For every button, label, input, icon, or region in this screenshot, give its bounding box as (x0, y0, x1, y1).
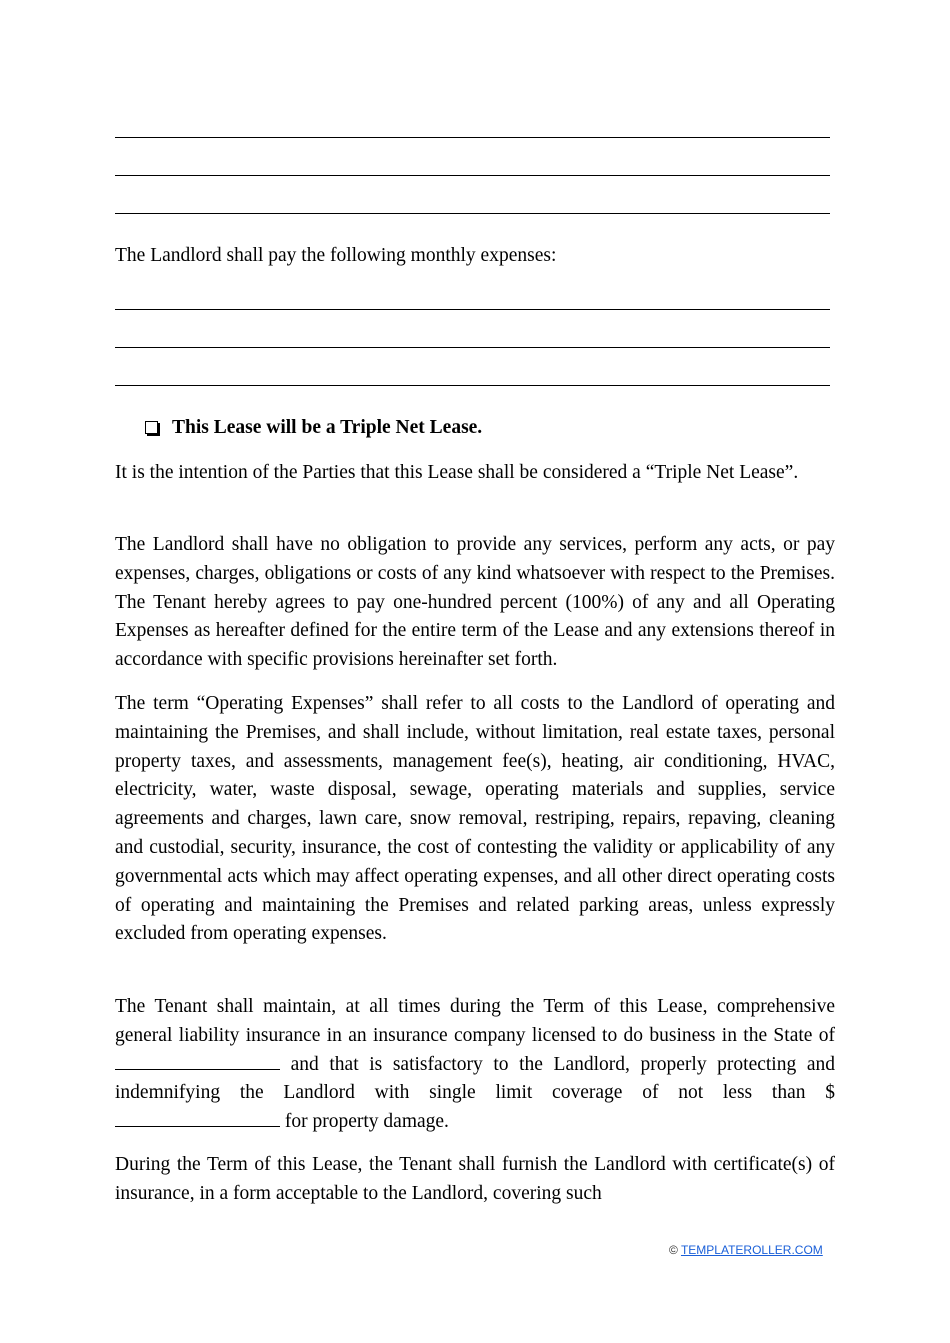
triple-net-intention-paragraph: It is the intention of the Parties that this Lease shall be considered a “Triple Net Lease”. (115, 462, 799, 483)
triple-net-option (145, 414, 482, 442)
insurance-paragraph (115, 993, 835, 1137)
operating-expenses-paragraph: The term “Operating Expenses” shall refer to all costs to the Landlord of operating and maintaining the Premises, and shall include, without limitation, real estate taxes, personal property taxes, and assessments, management fee(s), heating, air conditioning, HVAC, electricity, water, waste disposal, sewage, operating materials and supplies, service agreements and charges, lawn care, snow removal, restriping, repairs, repaving, cleaning and custodial, security, insurance, the cost of contesting the validity or applicability of any governmental acts which may affect operating expenses, and all other direct operating costs of operating and maintaining the Premises and related parking areas, unless expressly excluded from operating expenses. (115, 693, 835, 945)
copyright-symbol: © (669, 1243, 678, 1257)
blank-line-1[interactable] (115, 137, 830, 138)
expense-line-3[interactable] (115, 385, 830, 386)
expense-line-1[interactable] (115, 309, 830, 310)
landlord-expenses-intro: The Landlord shall pay the following monthly expenses: (115, 245, 557, 266)
blank-line-2[interactable] (115, 175, 830, 176)
expense-line-2[interactable] (115, 347, 830, 348)
insurance-text-2: and that is satisfactory to the Landlord, properly protecting and indemnifying the Landlord with single limit coverage of not less than (115, 1053, 835, 1104)
certificate-paragraph: During the Term of this Lease, the Tenant shall furnish the Landlord with certificate(s) of insurance, in a form acceptable to the Landlord, covering such (115, 1154, 835, 1204)
checkbox-icon[interactable] (145, 421, 159, 435)
footer-credit (669, 1242, 839, 1258)
insurance-text-3: for property damage. (284, 1111, 449, 1133)
insurance-text-1: The Tenant shall maintain, at all times during the Term of this Lease, comprehensive general liability insurance in an insurance company licensed to do business in the State of (115, 996, 835, 1046)
blank-line-3[interactable] (115, 213, 830, 214)
currency-symbol: $ (825, 1082, 836, 1104)
state-blank[interactable] (115, 1051, 280, 1070)
triple-net-heading: This Lease will be a Triple Net Lease. (172, 417, 483, 438)
coverage-amount-blank[interactable] (115, 1108, 280, 1127)
templateroller-link[interactable]: TEMPLATEROLLER.COM (680, 1243, 823, 1257)
landlord-obligation-paragraph: The Landlord shall have no obligation to provide any services, perform any acts, or pay expenses, charges, obligations or costs of any kind whatsoever with respect to the Premises. The Tenant hereby agrees to pay one-hundred percent (100%) of any and all Operating Expenses as hereafter defined for the entire term of the Lease and any extensions thereof in accordance with specific provisions hereinafter set forth. (115, 534, 835, 671)
